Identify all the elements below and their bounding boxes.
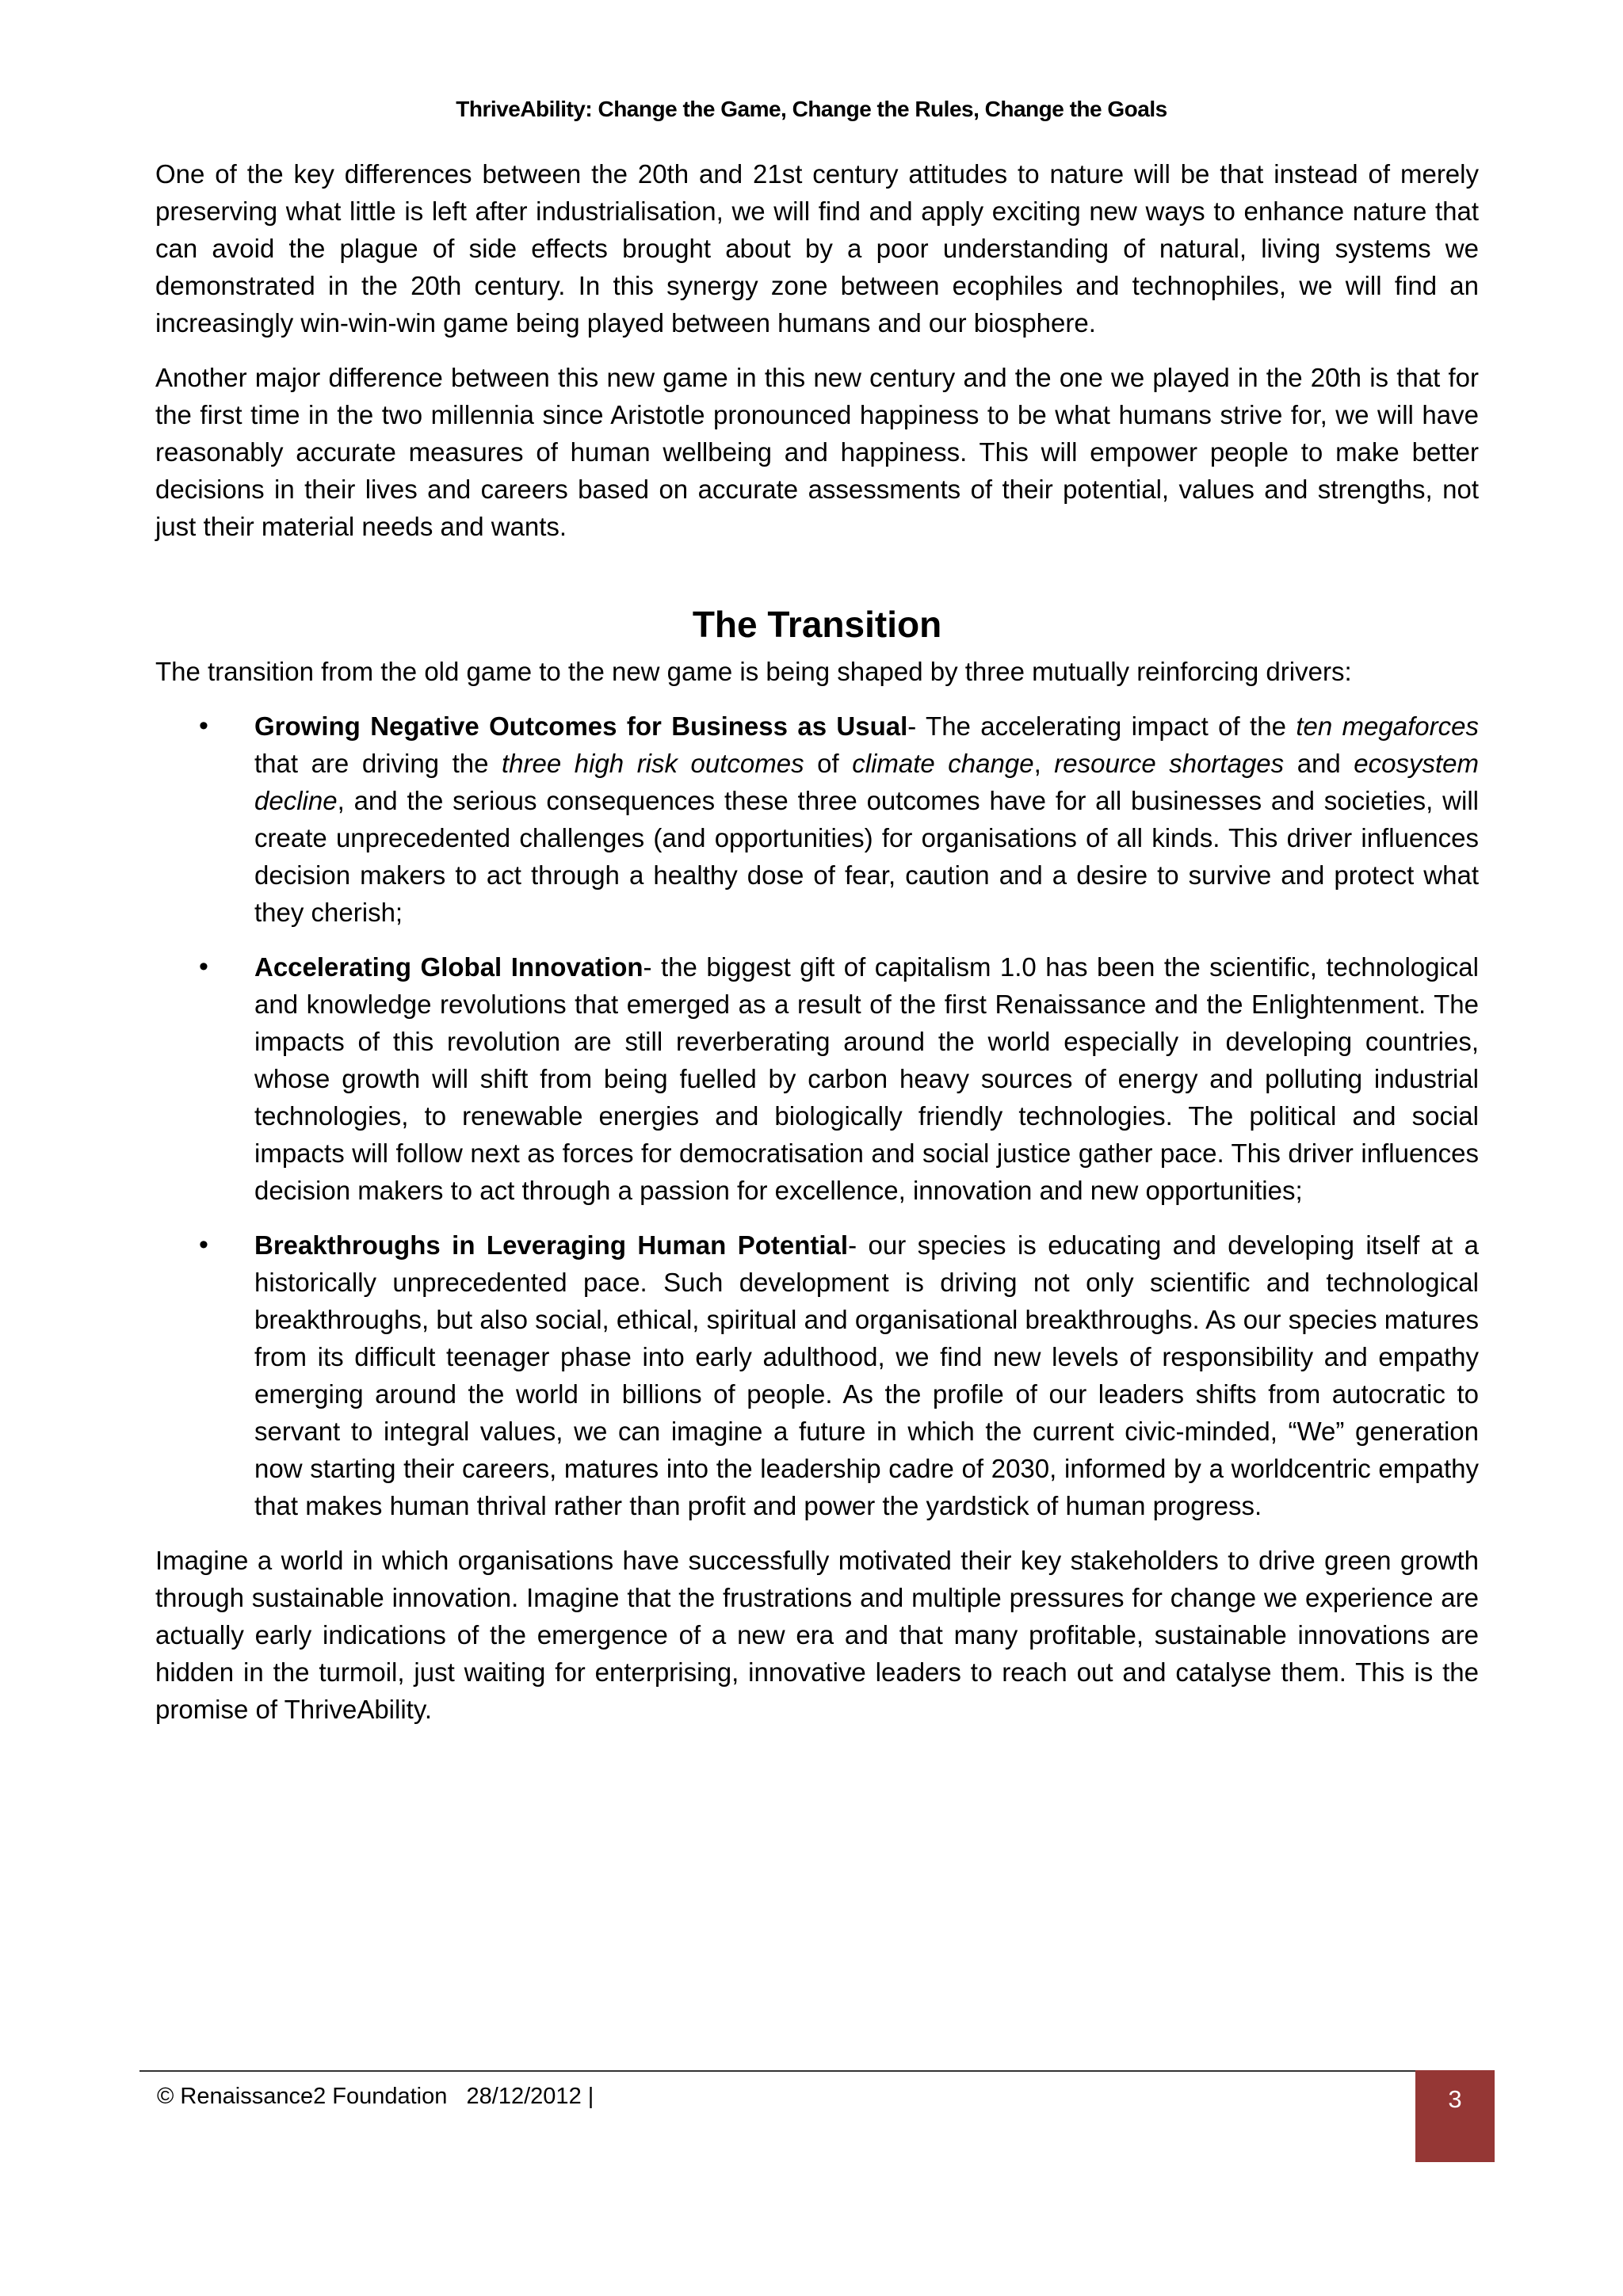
- driver-title: Accelerating Global Innovation: [254, 952, 643, 982]
- intro-paragraph-1: One of the key differences between the 20th and 21st century attitudes to nature will be that instead of merely preserving what little is left after industrialisation, we will find and apply exciting new ways to enhance nature that can avoid the plague of side effects brought about by a poor understanding of natural, living systems we demonstrated in the 20th century. In this synergy zone between ecophiles and technophiles, we will find an increasingly win-win-win game being played between humans and our biosphere.: [155, 159, 1479, 338]
- closing-paragraph: Imagine a world in which organisations have successfully motivated their key stakeholders to drive green growth through sustainable innovation. Imagine that the frustrations and multiple pressures for change we experience are actually early indications of the emergence of a new era and that many profitable, sustainable innovations are hidden in the turmoil, just waiting for enterprising, innovative leaders to reach out and catalyse them. This is the promise of ThriveAbility.: [155, 1546, 1479, 1724]
- driver-segment: that are driving the: [254, 749, 502, 778]
- driver-segment-italic: ecosystem decline: [254, 749, 1480, 815]
- driver-segment: and: [1284, 749, 1354, 778]
- driver-segment-italic: ten megaforces: [1296, 711, 1479, 741]
- section-heading: The Transition: [692, 604, 942, 645]
- footer-copyright: © Renaissance2 Foundation 28/12/2012 |: [157, 2084, 594, 2109]
- document-body: [155, 155, 1479, 1745]
- driver-text: [254, 1226, 1479, 1524]
- driver-segment: - The accelerating impact of the: [907, 711, 1296, 741]
- driver-segment-italic: resource shortages: [1054, 749, 1285, 778]
- driver-segment: - the biggest gift of capitalism 1.0 has been the scientific, technological and knowledge revolutions that emerged as a result of the first Renaissance and the Enlightenment. The impacts of this revolution are still reverberating around the world especially in developing countries, whose growth will shift from being fuelled by carbon heavy sources of energy and polluting industrial technologies, to renewable energies and biologically friendly technologies. The political and social impacts will follow next as forces for democratisation and social justice gather pace. This driver influences decision makers to act through a passion for excellence, innovation and new opportunities;: [254, 952, 1479, 1205]
- driver-segment: , and the serious consequences these three outcomes have for all businesses and societies, will create unprecedented challenges (and opportunities) for organisations of all kinds. This driver influences decision makers to act through a healthy dose of fear, caution and a desire to survive and protect what they cherish;: [254, 786, 1479, 927]
- driver-segment-italic: climate change: [852, 749, 1034, 778]
- bullet-icon: •: [199, 952, 208, 982]
- driver-segment: - our species is educating and developing itself at a historically unprecedented pace. Such development is driving not only scientific and technological breakthroughs, but also social, ethical, spiritual and organisational breakthroughs. As our species matures from its difficult teenager phase into early adulthood, we find new levels of responsibility and empathy emerging around the world in billions of people. As the profile of our leaders shifts from autocratic to servant to integral values, we can imagine a future in which the current civic-minded, “We” generation now starting their careers, matures into the leadership cadre of 2030, informed by a worldcentric empathy that makes human thrival rather than profit and power the yardstick of human progress.: [254, 1230, 1480, 1520]
- bullet-icon: •: [199, 1230, 208, 1260]
- bullet-icon: •: [199, 711, 208, 741]
- driver-segment: ,: [1033, 749, 1055, 778]
- page-number-badge: 3: [1415, 2070, 1495, 2162]
- running-header: ThriveAbility: Change the Game, Change the Rules, Change the Goals: [456, 97, 1167, 121]
- driver-item-global-innovation: [155, 948, 1479, 1209]
- drivers-list: [155, 707, 1479, 1524]
- section-lead: The transition from the old game to the new game is being shaped by three mutually reinforcing drivers:: [155, 657, 1352, 686]
- driver-segment-italic: three high risk outcomes: [502, 749, 804, 778]
- driver-title: Growing Negative Outcomes for Business as Usual: [254, 711, 908, 741]
- driver-text: [254, 948, 1479, 1209]
- footer-rule: [139, 2070, 1495, 2072]
- driver-item-negative-outcomes: [155, 707, 1479, 931]
- driver-segment: of: [804, 749, 853, 778]
- driver-title: Breakthroughs in Leveraging Human Potential: [254, 1230, 849, 1260]
- intro-paragraph-2: Another major difference between this new game in this new century and the one we played in the 20th is that for the first time in the two millennia since Aristotle pronounced happiness to be what humans strive for, we will have reasonably accurate measures of human wellbeing and happiness. This will empower people to make better decisions in their lives and careers based on accurate assessments of their potential, values and strengths, not just their material needs and wants.: [155, 363, 1479, 541]
- driver-text: [254, 707, 1479, 931]
- driver-item-human-potential: [155, 1226, 1479, 1524]
